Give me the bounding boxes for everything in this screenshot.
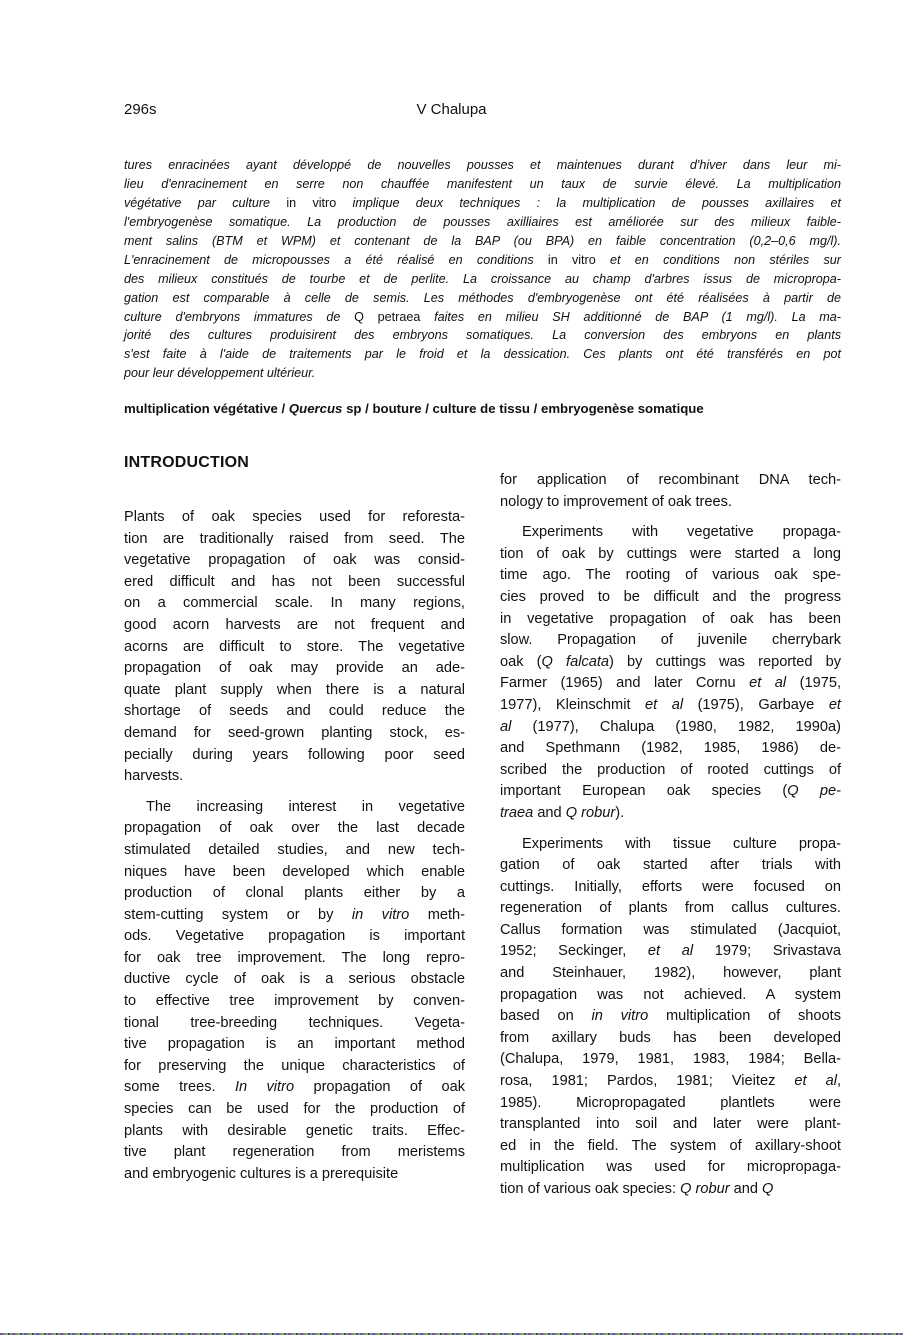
abstract-line: gation est comparable à celle de semis. Les méthodes d'embryogenèse ont été réalisées à partir de — [124, 290, 841, 305]
section-heading-introduction: INTRODUCTION — [124, 454, 250, 471]
text-span: L'enracinement de micropousses a été réalisé en conditions — [124, 252, 548, 267]
text-line: tive plant regeneration from meristems — [124, 1144, 465, 1161]
text-line: propagation was not achieved. A system — [500, 986, 841, 1003]
body-column-right — [500, 470, 841, 1201]
emphasis-span: Q — [762, 1181, 774, 1197]
keywords — [124, 400, 841, 418]
text-line: species can be used for the production of — [124, 1101, 465, 1118]
abstract-line: l'embryogenèse somatique. La production de pousses axilliaires est améliorée sur des milieux faible- — [124, 214, 841, 229]
abstract-line: s'est faite à l'aide de traitements par le froid et la dessication. Ces plants ont été transférés en pot — [124, 347, 841, 362]
text-line: acorns are difficult to store. The vegetative — [124, 638, 465, 655]
text-line: transplanted into soil and later were plant- — [500, 1116, 841, 1133]
text-span: tion of various oak species: — [500, 1181, 681, 1197]
abstract-line — [124, 251, 841, 270]
emphasis-span: et al — [645, 696, 684, 713]
emphasis-span: Q pe- — [787, 783, 842, 800]
text-line: for preserving the unique characteristics of — [124, 1057, 465, 1074]
text-line: for oak tree improvement. The long repro- — [124, 949, 465, 966]
emphasis-span: traea — [500, 804, 534, 821]
emphasis-span: Q robur — [565, 804, 616, 821]
text-line: and Steinhauer, 1982), however, plant — [500, 965, 841, 982]
text-line: good acorn harvests are not frequent and — [124, 616, 465, 633]
keywords-genus: Quercus — [288, 401, 343, 416]
emphasis-span: Q petraea — [354, 309, 421, 324]
text-span: and — [533, 804, 566, 821]
text-line: Callus formation was stimulated (Jacquiot, — [500, 921, 841, 938]
text-span: and — [729, 1181, 763, 1197]
text-line: Experiments with tissue culture propa- — [522, 835, 841, 852]
text-span: Farmer (1965) and later Cornu — [500, 675, 750, 692]
text-line: on a commercial scale. In many regions, — [124, 595, 465, 612]
text-span: based on — [500, 1008, 592, 1025]
abstract-line: lieu d'enracinement en serre non chauffée manifestent un taux de survie élevé. La multiplication — [124, 176, 841, 191]
text-span: implique deux techniques : la multiplication de pousses axillaires et — [336, 195, 841, 210]
text-span: ). — [615, 804, 625, 821]
emphasis-span: et al — [794, 1073, 837, 1090]
text-span: , — [836, 1073, 841, 1090]
emphasis-span: Q robur — [680, 1181, 730, 1197]
text-line: vegetative propagation of oak was consid- — [124, 552, 465, 569]
emphasis-span: et — [828, 696, 841, 713]
text-line: (Chalupa, 1979, 1981, 1983, 1984; Bella- — [500, 1051, 841, 1068]
text-line: The increasing interest in vegetative — [146, 798, 465, 815]
abstract-line: tures enracinées ayant développé de nouvelles pousses et maintenues durant d'hiver dans leur mi- — [124, 158, 841, 172]
text-line: ered difficult and has not been successful — [124, 573, 465, 590]
text-line: pecially during years following poor seed — [124, 746, 465, 763]
emphasis-span: in vitro — [351, 906, 410, 923]
french-abstract — [124, 156, 841, 383]
emphasis-span: et al — [647, 943, 694, 960]
text-line: to effective tree improvement by conven- — [124, 993, 465, 1010]
emphasis-span: in vitro — [286, 195, 337, 210]
text-line: multiplication was used for micropropaga- — [500, 1159, 841, 1176]
text-line: for application of recombinant DNA tech- — [500, 472, 841, 488]
text-line: 1985). Micropropagated plantlets were — [500, 1094, 841, 1111]
keywords-part-1: multiplication végétative / — [124, 401, 289, 416]
text-line: propagation of oak over the last decade — [124, 820, 465, 837]
text-span: stem-cutting system or by — [124, 906, 352, 923]
text-span: (1975), Garbaye — [683, 696, 829, 713]
text-line: demand for seed-grown planting stock, es- — [124, 724, 465, 741]
text-line: plants with desirable genetic traits. Effec- — [124, 1122, 465, 1139]
text-line — [124, 905, 465, 927]
text-span: 1952; Seckinger, — [500, 943, 648, 960]
abstract-line: des milieux constitués de tourbe et de perlite. La croissance au champ d'arbres issus de micropropa- — [124, 271, 841, 286]
text-line: time ago. The rooting of various oak spe- — [500, 567, 841, 584]
text-line: regeneration of plants from callus cultures. — [500, 900, 841, 917]
text-line: ductive cycle of oak is a serious obstacle — [124, 971, 465, 988]
text-line — [500, 652, 841, 674]
text-span: oak ( — [500, 653, 542, 670]
abstract-line: pour leur développement ultérieur. — [124, 366, 316, 381]
text-line: and Spethmann (1982, 1985, 1986) de- — [500, 740, 841, 757]
abstract-line — [124, 194, 841, 213]
abstract-line: jorité des cultures produisirent des embryons somatiques. La conversion des embryons en plants — [124, 328, 841, 343]
paragraph — [124, 797, 465, 1186]
text-line: nology to improvement of oak trees. — [500, 493, 732, 510]
text-span: propagation of oak — [294, 1079, 466, 1096]
text-line — [500, 941, 841, 963]
paragraph — [500, 470, 841, 513]
text-line: harvests. — [124, 768, 184, 785]
text-line: tion are traditionally raised from seed. The — [124, 530, 465, 547]
text-span: rosa, 1981; Pardos, 1981; Vieitez — [500, 1073, 795, 1090]
text-line: tional tree-breeding techniques. Vegeta- — [124, 1014, 465, 1031]
emphasis-span: et al — [749, 675, 787, 692]
text-line: cies proved to be difficult and the progress — [500, 588, 841, 605]
text-span: some trees. — [124, 1079, 235, 1096]
text-line — [500, 1071, 841, 1093]
paragraph-gap — [124, 788, 465, 797]
text-line — [500, 781, 841, 803]
paragraph — [500, 522, 841, 824]
text-line: in vegetative propagation of oak has been — [500, 610, 841, 627]
emphasis-span: in vitro — [547, 252, 596, 267]
abstract-line — [124, 308, 841, 327]
running-head-author: V Chalupa — [416, 101, 487, 118]
text-line: Experiments with vegetative propaga- — [522, 524, 841, 541]
text-line: niques have been developed which enable — [124, 863, 465, 880]
paragraph — [500, 834, 841, 1201]
text-span: et en conditions non stériles sur — [595, 252, 841, 267]
text-line: ods. Vegetative propagation is important — [124, 928, 465, 945]
text-line: tion of oak by cuttings were started a long — [500, 545, 841, 562]
page-number: 296s — [124, 101, 157, 118]
text-line: shortage of seeds and could reduce the — [124, 703, 465, 720]
text-line: stimulated detailed studies, and new tech- — [124, 841, 465, 858]
text-span: faites en milieu SH additionné de BAP (1 mg/l). La ma- — [420, 309, 841, 324]
text-span: (1975, — [786, 675, 842, 692]
text-span: culture d'embryons immatures de — [124, 309, 355, 324]
text-span: meth- — [409, 906, 465, 923]
abstract-line: ment salins (BTM et WPM) et contenant de la BAP (ou BPA) en faible concentration (0,2–0,6 mg/l). — [124, 233, 841, 248]
text-line: from axillary buds has been developed — [500, 1029, 841, 1046]
text-line — [500, 695, 841, 717]
text-span: végétative par culture — [124, 195, 287, 210]
text-span: 1977), Kleinschmit — [500, 696, 646, 713]
text-line — [124, 1077, 465, 1099]
text-line — [500, 1006, 841, 1028]
text-span: multiplication of shoots — [648, 1008, 841, 1025]
text-line: gation of oak started after trials with — [500, 857, 841, 874]
text-line: quate plant supply when there is a natural — [124, 681, 465, 698]
emphasis-span: al — [500, 718, 512, 735]
text-line: scribed the production of rooted cuttings of — [500, 761, 841, 778]
text-line — [500, 1179, 841, 1201]
text-line — [500, 803, 841, 825]
keywords-part-2: sp / bouture / culture de tissu / embryogenèse somatique — [342, 401, 704, 416]
text-line: production of clonal plants either by a — [124, 885, 465, 902]
text-line: propagation of oak may provide an ade- — [124, 660, 465, 677]
emphasis-span: Q falcata — [541, 653, 610, 670]
text-span: important European oak species ( — [500, 783, 788, 800]
text-line: ed in the field. The system of axillary-shoot — [500, 1137, 841, 1154]
running-head — [124, 100, 779, 120]
text-line: Plants of oak species used for reforesta- — [124, 509, 465, 525]
text-line: tive propagation is an important method — [124, 1036, 465, 1053]
text-span: (1977), Chalupa (1980, 1982, 1990a) — [511, 718, 841, 735]
text-line — [500, 673, 841, 695]
paragraph-gap — [500, 825, 841, 834]
text-line: and embryogenic cultures is a prerequisite — [124, 1165, 399, 1182]
text-span: ) by cuttings was reported by — [609, 653, 842, 670]
text-line: slow. Propagation of juvenile cherrybark — [500, 632, 841, 649]
text-span: 1979; Srivastava — [693, 943, 841, 960]
paragraph — [124, 507, 465, 788]
emphasis-span: in vitro — [591, 1008, 649, 1025]
body-column-left — [124, 507, 465, 1185]
text-line — [500, 717, 841, 739]
text-line: cuttings. Initially, efforts were focused on — [500, 878, 841, 895]
paragraph-gap — [500, 513, 841, 522]
emphasis-span: In vitro — [234, 1079, 295, 1096]
